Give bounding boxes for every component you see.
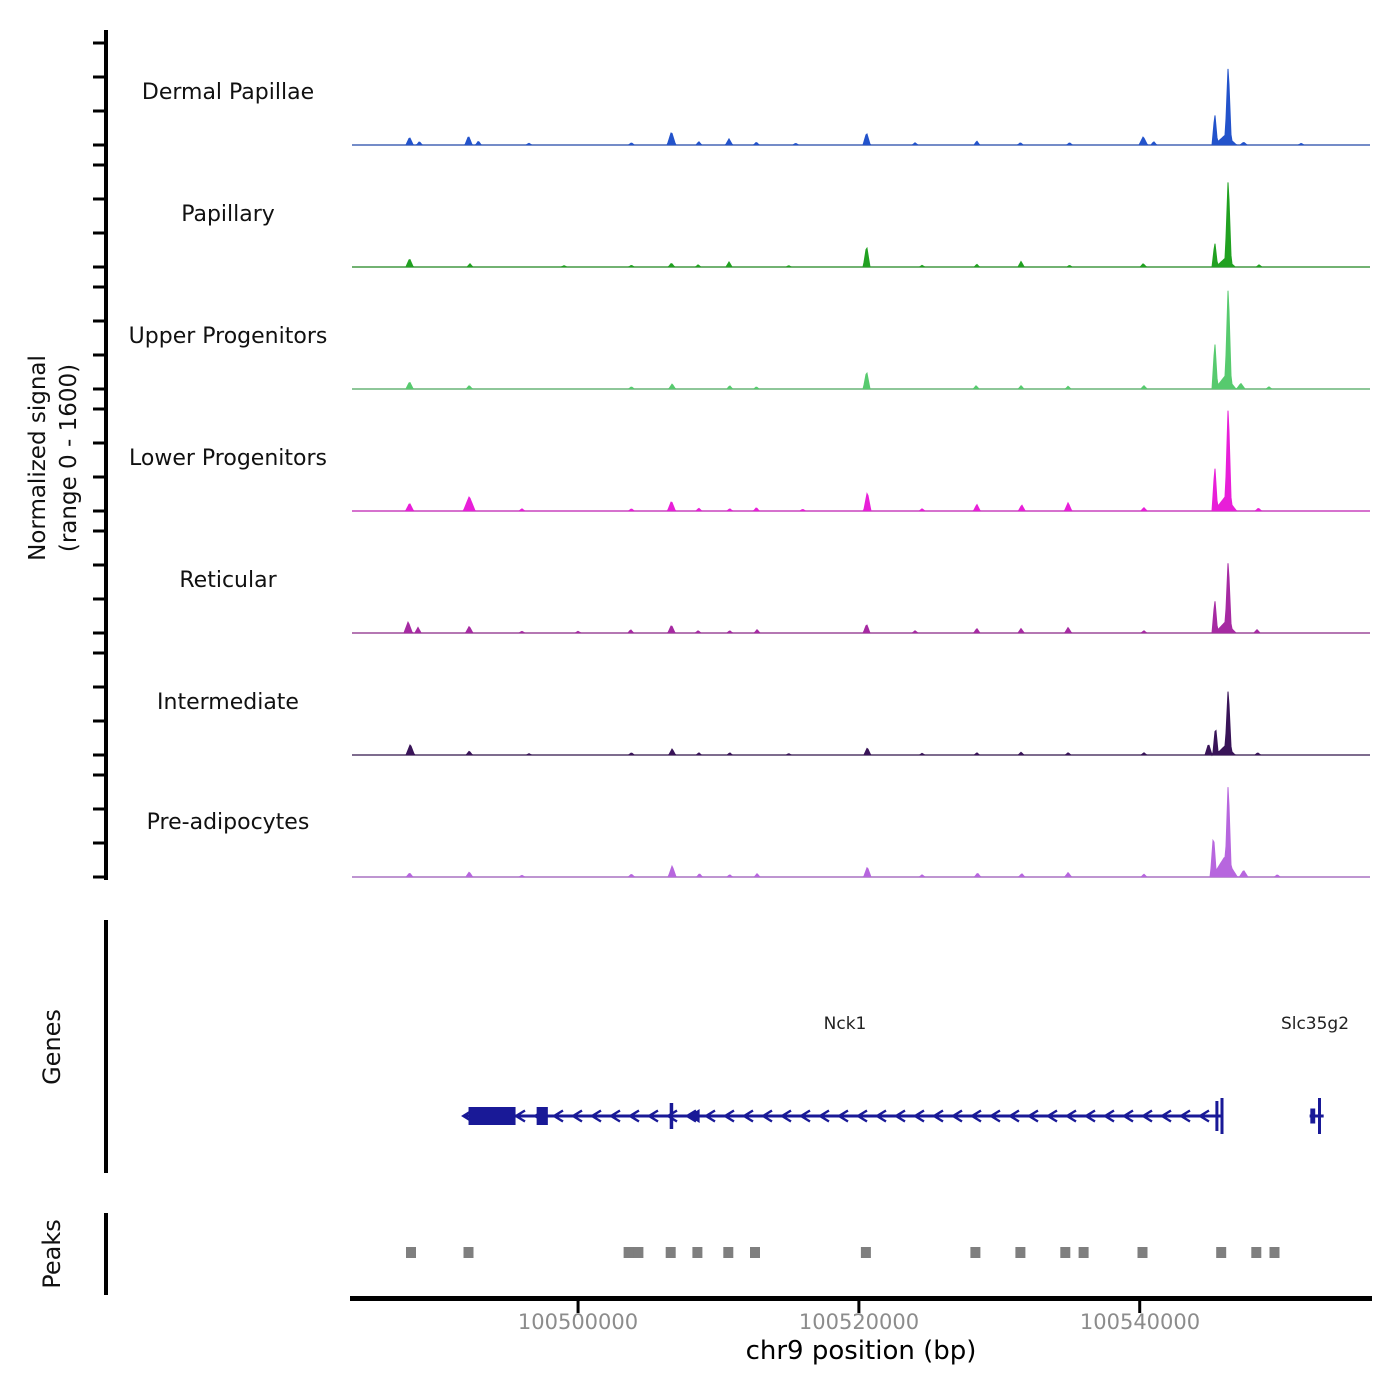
x-tick-100520000: 100520000 <box>798 1310 920 1334</box>
track-label-upper-progenitors: Upper Progenitors <box>128 324 328 349</box>
gene-label-nck1: Nck1 <box>823 1014 867 1034</box>
track-label-intermediate: Intermediate <box>157 690 299 715</box>
track-label-reticular: Reticular <box>179 568 277 593</box>
track-label-lower-progenitors: Lower Progenitors <box>129 446 327 471</box>
y-axis-label <box>23 208 87 708</box>
gene-label-slc35g2: Slc35g2 <box>1280 1014 1350 1034</box>
track-label-pre-adipocytes: Pre-adipocytes <box>146 810 310 835</box>
genes-section-label: Genes <box>38 1009 66 1085</box>
x-tick-100500000: 100500000 <box>517 1310 639 1334</box>
y-axis-label-line2: (range 0 - 1600) <box>56 363 82 553</box>
peaks-section-label: Peaks <box>38 1219 66 1289</box>
x-tick-100540000: 100540000 <box>1079 1310 1201 1334</box>
y-axis-label-line1: Normalized signal <box>25 355 51 561</box>
track-label-dermal-papillae: Dermal Papillae <box>141 80 315 105</box>
x-axis-title: chr9 position (bp) <box>745 1336 977 1366</box>
track-label-papillary: Papillary <box>181 202 275 227</box>
